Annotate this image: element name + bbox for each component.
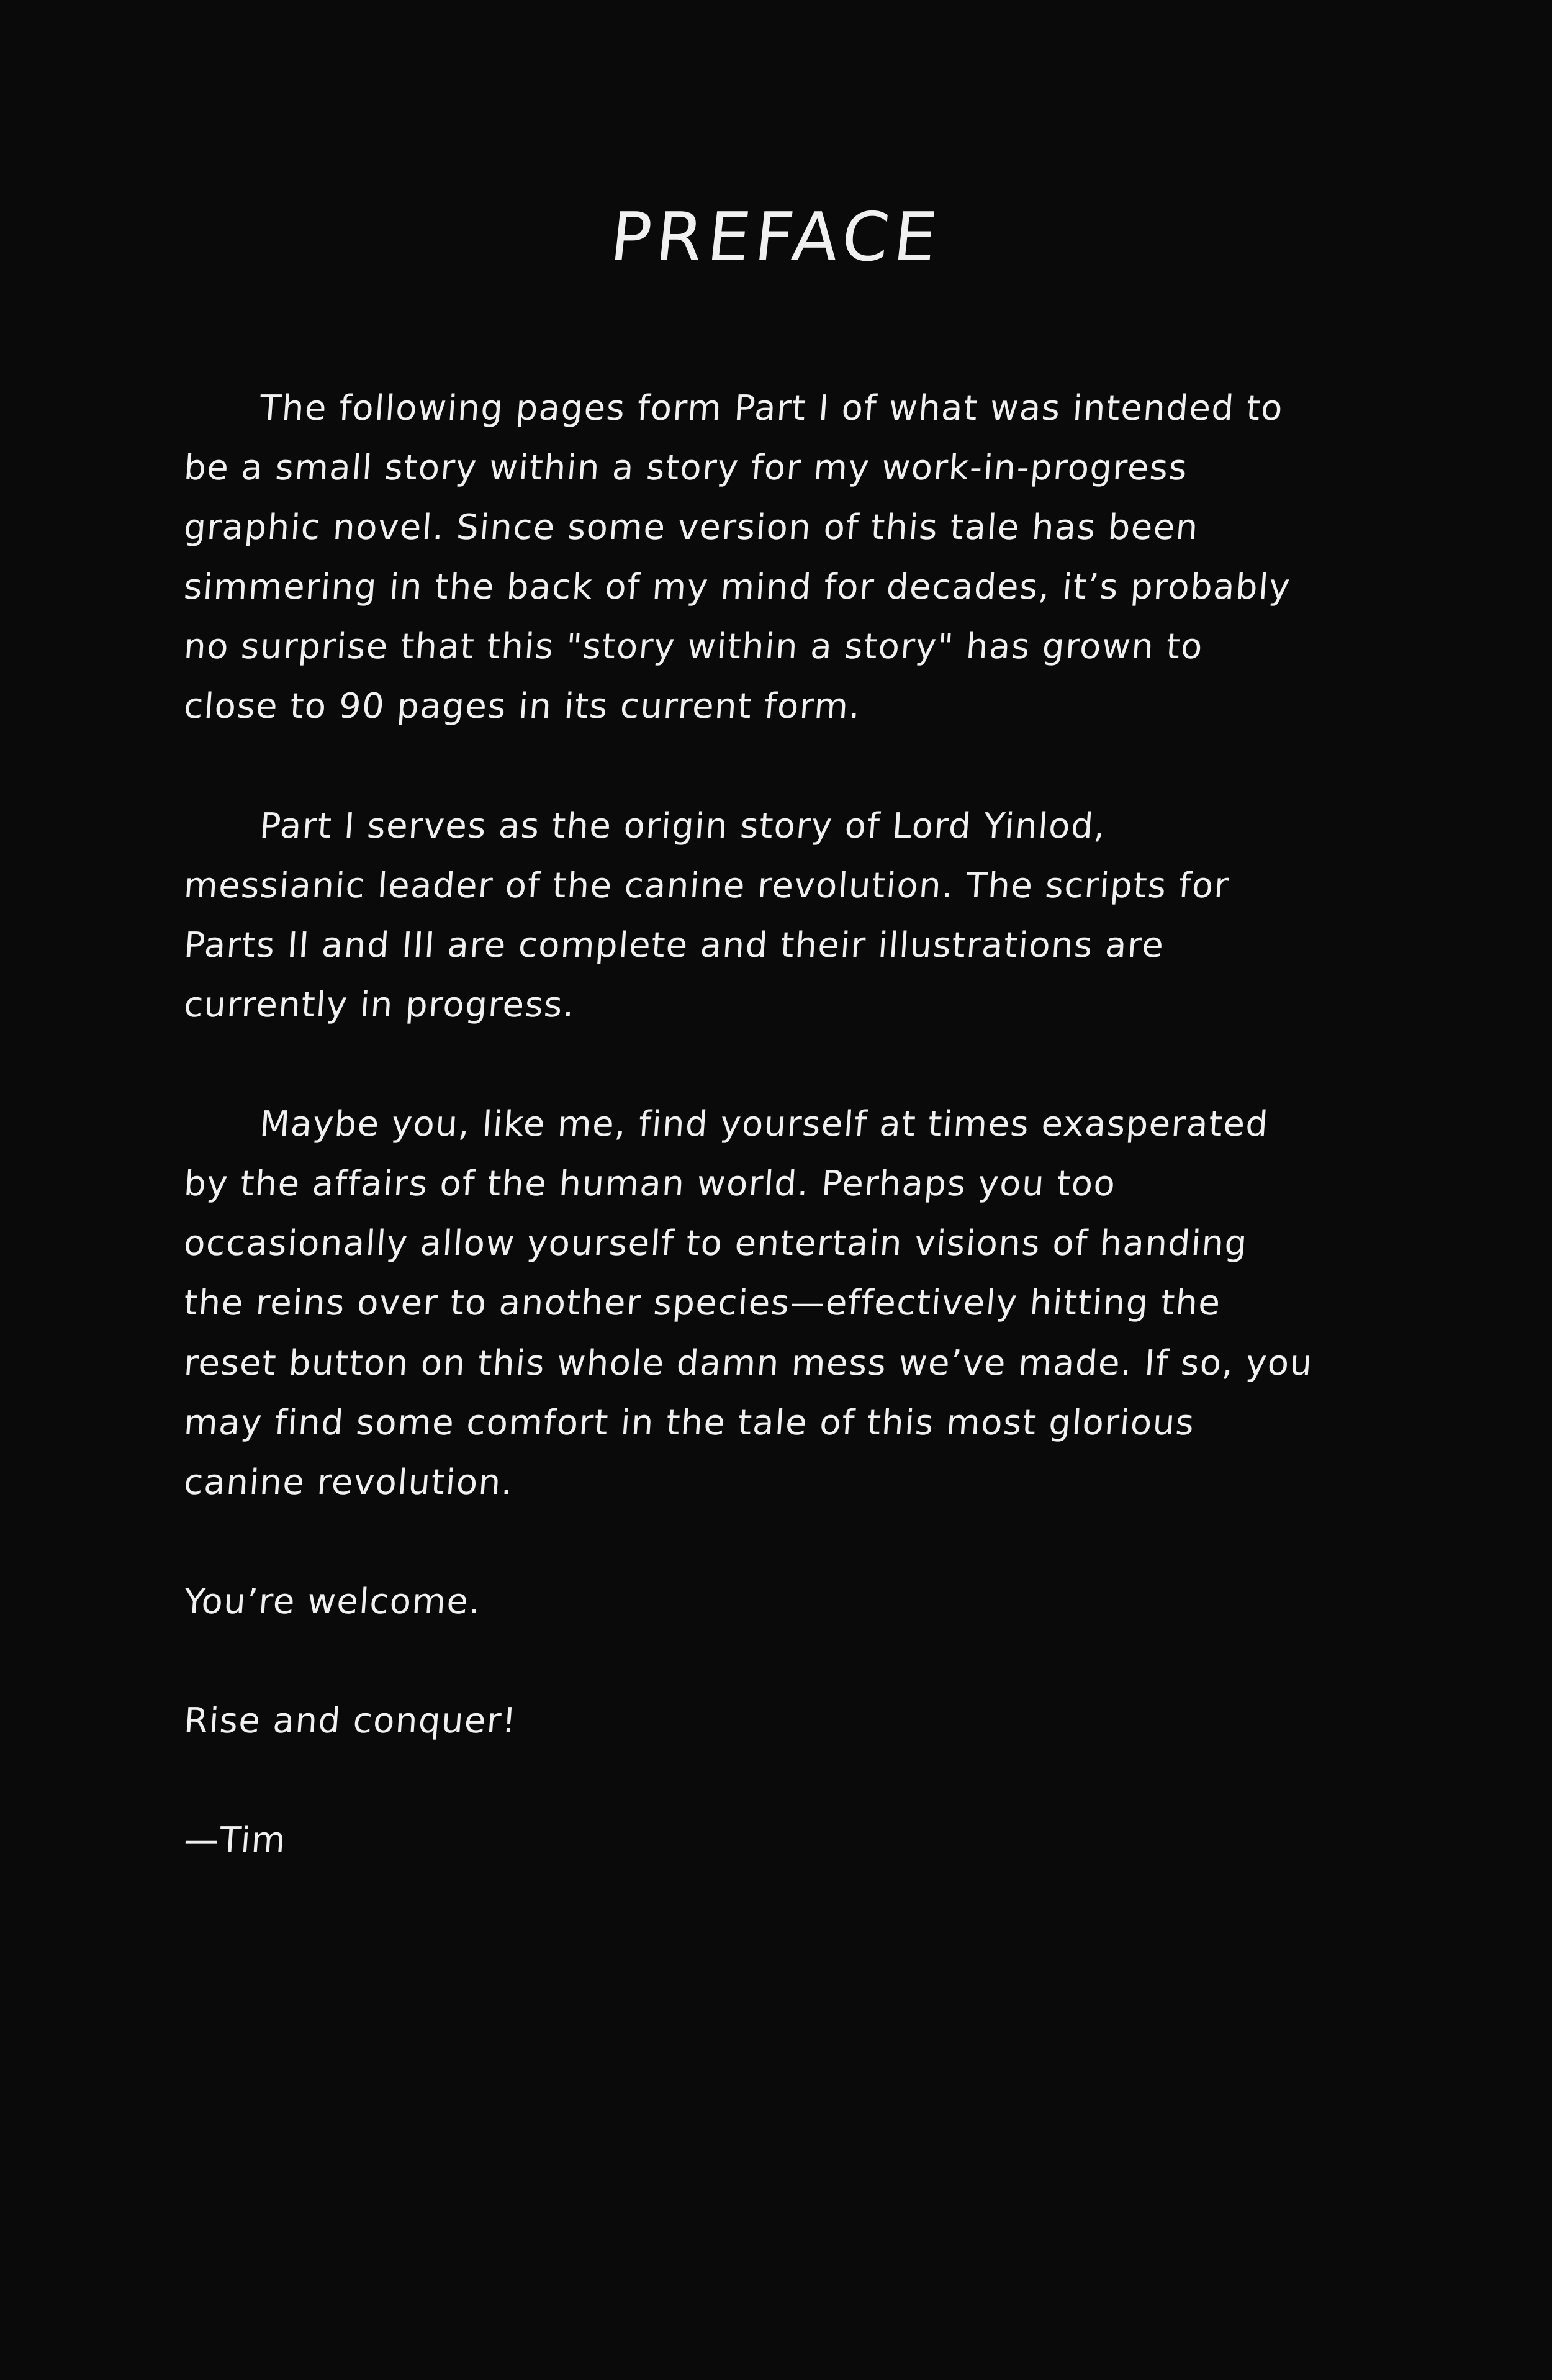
text-line: be a small story within a story for my work-in-progress <box>183 448 1189 489</box>
paragraph-spacer <box>182 1632 1392 1691</box>
paragraph-spacer <box>182 1513 1392 1572</box>
paragraph-1 <box>182 379 1392 737</box>
paragraph-spacer <box>182 737 1392 797</box>
text-line: canine revolution. <box>183 1462 515 1503</box>
text-line: the reins over to another species—effectively hitting the <box>183 1283 1222 1324</box>
text-line: currently in progress. <box>183 984 577 1025</box>
text-line: messianic leader of the canine revolution. The scripts for <box>183 865 1231 906</box>
paragraph-2 <box>182 797 1392 1035</box>
text-line: reset button on this whole damn mess we’ve made. If so, you <box>183 1342 1314 1383</box>
closing-line-rise: Rise and conquer! <box>183 1701 518 1742</box>
text-line: simmering in the back of my mind for decades, it’s probably <box>183 567 1293 608</box>
text-line: by the affairs of the human world. Perhaps you too <box>183 1164 1117 1205</box>
text-line: no surprise that this "story within a story" has grown to <box>183 627 1205 667</box>
paragraph-spacer <box>182 1035 1392 1095</box>
text-line: Maybe you, like me, find yourself at times exasperated <box>258 1104 1270 1145</box>
text-line: may find some comfort in the tale of this most glorious <box>183 1402 1196 1443</box>
text-line: The following pages form Part I of what was intended to <box>258 388 1285 428</box>
signature: —Tim <box>183 1820 288 1861</box>
text-line: Part I serves as the origin story of Lord Yinlod, <box>258 805 1108 846</box>
paragraph-spacer <box>182 1751 1392 1811</box>
page-title: PREFACE <box>607 199 945 276</box>
text-line: graphic novel. Since some version of this tale has been <box>183 507 1201 548</box>
closing-line-welcome: You’re welcome. <box>183 1581 483 1622</box>
text-line: Parts II and III are complete and their illustrations are <box>183 925 1166 966</box>
preface-body <box>182 379 1392 1870</box>
text-line: close to 90 pages in its current form. <box>183 686 863 727</box>
text-line: occasionally allow yourself to entertain visions of handing <box>183 1223 1250 1264</box>
paragraph-3 <box>182 1095 1392 1513</box>
